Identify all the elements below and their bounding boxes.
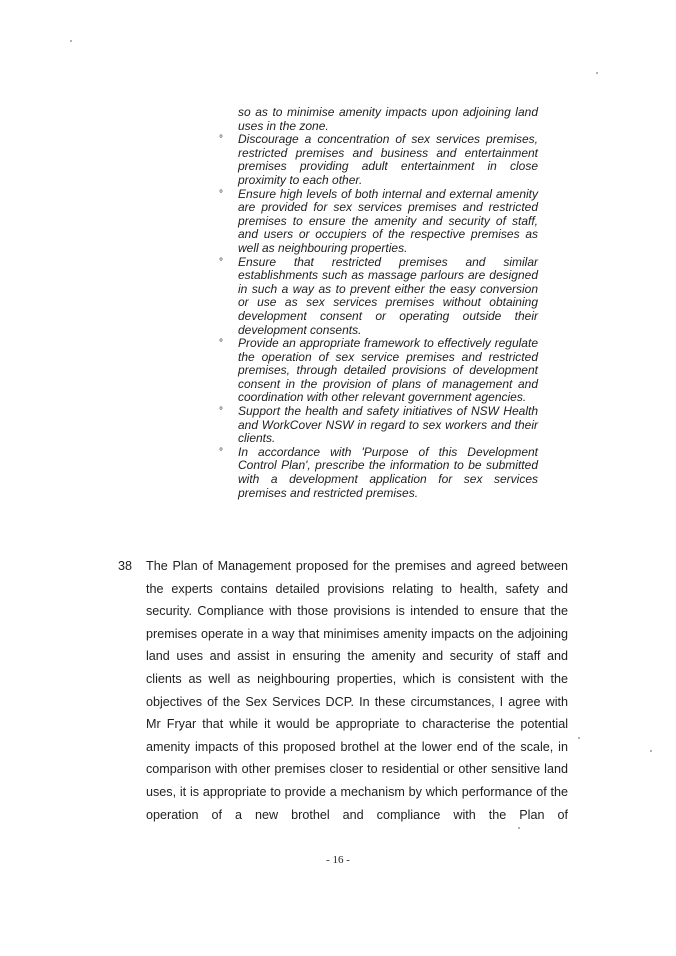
page-number: - 16 - xyxy=(326,854,350,866)
scan-speck xyxy=(650,750,652,752)
bullet-icon: ° xyxy=(219,256,223,268)
bullet-icon: ° xyxy=(219,406,223,418)
quote-item xyxy=(216,256,538,338)
paragraph-number: 38 xyxy=(118,559,133,573)
quote-lead-text: so as to minimise amenity impacts upon adjoining land uses in the zone. xyxy=(238,105,538,133)
quoted-objectives xyxy=(216,106,538,500)
quote-item-text: Support the health and safety initiatives of NSW Health and WorkCover NSW in regard to sex workers and their clients. xyxy=(238,404,538,446)
paragraph-text: The Plan of Management proposed for the premises and agreed between the experts contains detailed provisions relating to health, safety and security. Compliance with those provisions is intended to ensure that the premises operate in a way that minimises amenity impacts on the adjoining land uses and assist in ensuring the amenity and security of staff and clients as well as neighbouring properties, which is consistent with the objectives of the Sex Services DCP. In these circumstances, I agree with Mr Fryar that while it would be appropriate to characterise the potential amenity impacts of this proposed brothel at the lower end of the scale, in comparison with other premises closer to residential or other sensitive land uses, it is appropriate to provide a mechanism by which performance of the operation of a new brothel and compliance with the Plan of xyxy=(146,559,568,822)
bullet-icon: ° xyxy=(219,188,223,200)
quote-item-text: Ensure that restricted premises and similar establishments such as massage parlours are designed in such a way as to prevent either the easy conversion or use as sex services premises without obtaining development consent or operating outside their development consents. xyxy=(238,254,538,337)
quote-item-text: Discourage a concentration of sex services premises, restricted premises and business and entertainment premises providing adult entertainment in close proximity to each other. xyxy=(238,132,538,187)
quote-item-text: Provide an appropriate framework to effectively regulate the operation of sex service premises and restricted premises, through detailed provisions of development consent in the provision of plans of management and coordination with other relevant government agencies. xyxy=(238,336,538,405)
paragraph-38 xyxy=(118,555,568,826)
bullet-icon: ° xyxy=(219,446,223,458)
scan-speck xyxy=(518,827,520,829)
quote-bullet-list xyxy=(216,133,538,500)
quote-item xyxy=(216,405,538,446)
quote-item-text: In accordance with 'Purpose of this Development Control Plan', prescribe the information to be submitted with a development application for sex services premises and restricted premises. xyxy=(238,444,538,500)
scan-speck xyxy=(578,737,580,739)
bullet-icon: ° xyxy=(219,338,223,350)
quote-item xyxy=(216,133,538,187)
quote-item xyxy=(216,188,538,256)
quote-item xyxy=(216,337,538,405)
quote-item xyxy=(216,446,538,500)
scan-speck xyxy=(596,72,598,74)
bullet-icon: ° xyxy=(219,134,223,146)
scan-speck xyxy=(70,40,72,42)
quote-item-text: Ensure high levels of both internal and external amenity are provided for sex services premises and restricted premises to ensure the amenity and security of staff, and users or occupiers of the respective premises as well as neighbouring properties. xyxy=(238,186,538,255)
